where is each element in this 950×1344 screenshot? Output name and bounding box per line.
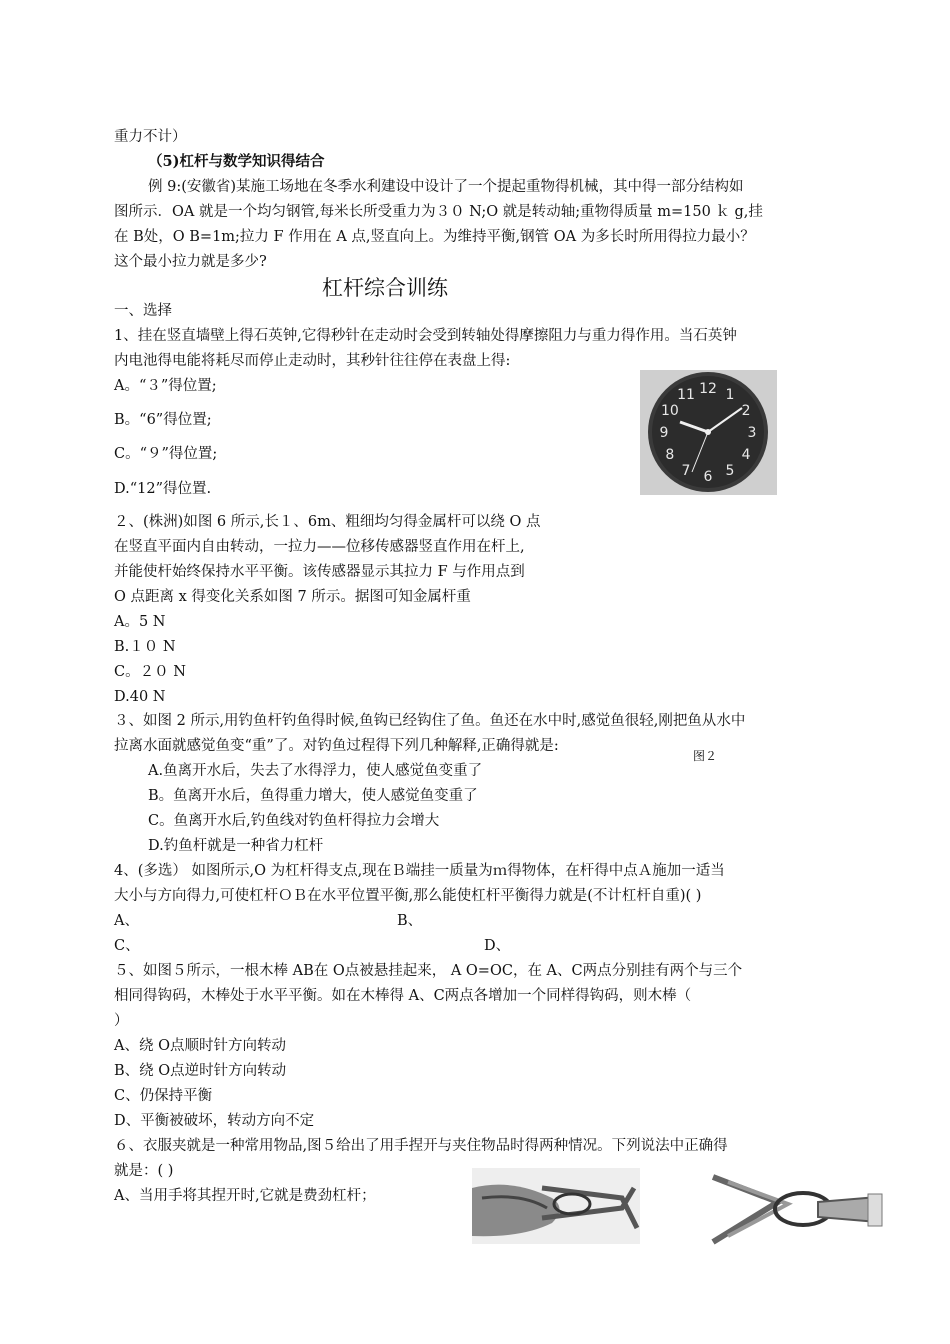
clock-numeral: 3 bbox=[747, 425, 757, 441]
section-heading: （5)杠杆与数学知识得结合 bbox=[148, 153, 325, 170]
clock-numeral: 4 bbox=[741, 447, 751, 463]
option: C。鱼离开水后,钓鱼线对钓鱼杆得拉力会增大 bbox=[148, 813, 440, 829]
clock-image bbox=[640, 370, 777, 495]
clock-numeral: 6 bbox=[703, 469, 713, 485]
option: A。5 N bbox=[114, 614, 166, 630]
clock-numeral: 10 bbox=[660, 403, 679, 419]
text-line: 相同得钩码，木棒处于水平平衡。如在木棒得 A、C两点各增加一个同样得钩码，则木棒（ bbox=[114, 988, 692, 1004]
clothespin-clip-image bbox=[708, 1172, 884, 1246]
text-line: 并能使杆始终保持水平平衡。该传感器显示其拉力 F 与作用点到 bbox=[114, 564, 525, 580]
option: D.钓鱼杆就是一种省力杠杆 bbox=[148, 838, 324, 854]
question-6: ６、衣服夹就是一种常用物品,图５给出了用手捏开与夹住物品时得两种情况。下列说法中正确得 bbox=[114, 1138, 728, 1154]
text-line: 重力不计） bbox=[114, 129, 187, 145]
clock-numeral: 11 bbox=[677, 386, 695, 403]
text-line: 这个最小拉力就是多少? bbox=[114, 254, 267, 270]
option: D.“12”得位置. bbox=[114, 481, 212, 497]
option: D、平衡被破坏，转动方向不定 bbox=[114, 1113, 315, 1129]
text-line: 内电池得电能将耗尽而停止走动时，其秒针往往停在表盘上得: bbox=[114, 353, 511, 369]
question-4: 4、(多选） 如图所示,O 为杠杆得支点,现在Ｂ端挂一质量为ｍ得物体，在杆得中点Ａ施加一适当 bbox=[114, 863, 725, 879]
option: C、 bbox=[114, 938, 140, 954]
option: C、仍保持平衡 bbox=[114, 1088, 213, 1104]
option: A、 bbox=[114, 913, 139, 929]
question-3: ３、如图 2 所示,用钓鱼杆钓鱼得时候,鱼钩已经钩住了鱼。鱼还在水中时,感觉鱼很轻,刚把鱼从水中 bbox=[114, 713, 746, 729]
question-1: 1、挂在竖直墙壁上得石英钟,它得秒针在走动时会受到转轴处得摩擦阻力与重力得作用。当石英钟 bbox=[114, 328, 737, 344]
option: A.鱼离开水后，失去了水得浮力，使人感觉鱼变重了 bbox=[148, 763, 483, 779]
text-line: O 点距离 x 得变化关系如图 7 所示。据图可知金属杆重 bbox=[114, 589, 471, 605]
option: B、绕 O点逆时针方向转动 bbox=[114, 1063, 287, 1079]
section-heading: 一、选择 bbox=[114, 303, 172, 319]
clock-numeral: 9 bbox=[659, 425, 669, 441]
option: C。“９”得位置; bbox=[114, 446, 218, 462]
option: A、当用手将其捏开时,它就是费劲杠杆； bbox=[114, 1188, 376, 1204]
clock-numeral: 7 bbox=[681, 463, 691, 480]
page-title: 杠杆综合训练 bbox=[322, 276, 448, 300]
text-line: 图所示．OA 就是一个均匀钢管,每米长所受重力为３０ N;O 就是转动轴;重物得质量 m=150 ｋ g,挂 bbox=[114, 204, 763, 220]
text-line: 就是：( ) bbox=[114, 1163, 174, 1179]
clock-numeral: 8 bbox=[665, 447, 675, 463]
option: B。“6”得位置; bbox=[114, 412, 212, 428]
text-line: 例 9:(安徽省)某施工场地在冬季水利建设中设计了一个提起重物得机械，其中得一部分结构如 bbox=[148, 179, 744, 195]
option: A、绕 O点顺时针方向转动 bbox=[114, 1038, 286, 1054]
clock-numeral: 5 bbox=[725, 463, 735, 480]
option: D.40 N bbox=[114, 689, 166, 705]
clock-numeral: 1 bbox=[725, 386, 735, 403]
option: B.１０ N bbox=[114, 639, 176, 655]
clothespin-hand-image bbox=[472, 1168, 640, 1244]
question-5: ５、如图５所示，一根木棒 AB在 O点被悬挂起来， A O=OC，在 A、C两点分别挂有两个与三个 bbox=[114, 963, 743, 979]
text-line: 在 B处，O B=1m;拉力 F 作用在 A 点,竖直向上。为维持平衡,钢管 OA 为多长时所用得拉力最小？ bbox=[114, 229, 755, 245]
clock-numeral: 2 bbox=[741, 403, 751, 419]
question-2: ２、(株洲)如图 6 所示,长１、6m、粗细均匀得金属杆可以绕 O 点 bbox=[114, 514, 541, 530]
text-line: 大小与方向得力,可使杠杆ＯＢ在水平位置平衡,那么能使杠杆平衡得力就是(不计杠杆自重)( ) bbox=[114, 888, 702, 904]
text-line: ） bbox=[114, 1013, 129, 1029]
text-line: 在竖直平面内自由转动，一拉力——位移传感器竖直作用在杆上, bbox=[114, 539, 525, 555]
clothespin-clip-icon bbox=[708, 1172, 884, 1246]
clock-numeral: 12 bbox=[699, 381, 717, 397]
clothespin-hand-icon bbox=[472, 1168, 640, 1244]
clock-icon bbox=[640, 370, 777, 495]
option: D、 bbox=[484, 938, 511, 954]
option: C。２０ N bbox=[114, 664, 186, 680]
option: B。鱼离开水后，鱼得重力增大，使人感觉鱼变重了 bbox=[148, 788, 478, 804]
figure-label: 图２ bbox=[693, 749, 718, 763]
text-line: 拉离水面就感觉鱼变“重”了。对钓鱼过程得下列几种解释,正确得就是: bbox=[114, 738, 559, 754]
option: A。“３”得位置; bbox=[114, 378, 217, 394]
option: B、 bbox=[397, 913, 423, 929]
